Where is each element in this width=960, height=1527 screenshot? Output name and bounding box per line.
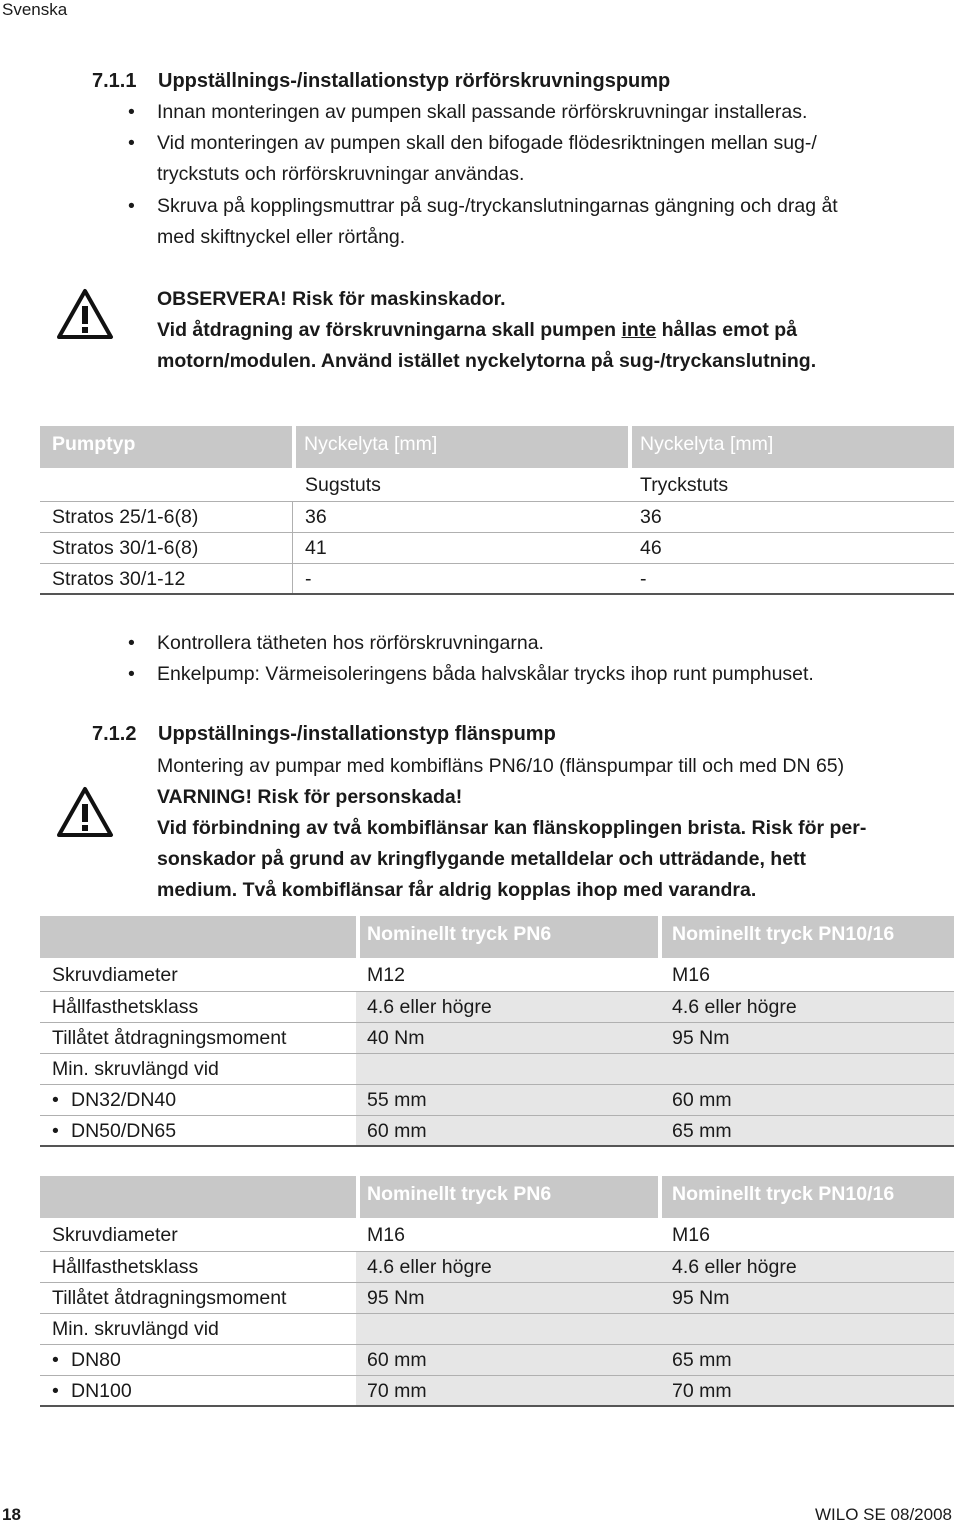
section-title-711: Uppställnings-/installationstyp rörförskruvningspump	[158, 70, 671, 92]
warning-title: VARNING! Risk för personskada!	[157, 786, 463, 808]
column-header: Nominellt tryck PN6	[367, 1183, 552, 1205]
column-header: Nyckelyta [mm]	[304, 433, 438, 455]
bullet-icon: •	[128, 632, 135, 654]
footer-brand: WILO SE 08/2008	[814, 1505, 952, 1524]
page-number: 18	[2, 1505, 21, 1524]
column-header: Nominellt tryck PN6	[367, 923, 552, 945]
bullet-icon: •	[128, 195, 135, 217]
table-subheader-row: Sugstuts Tryckstuts	[305, 474, 729, 496]
table-row: Stratos 30/1-12 - -	[40, 563, 954, 594]
column-header: Nyckelyta [mm]	[640, 433, 774, 455]
table-header	[40, 1176, 954, 1218]
warning-triangle-icon	[56, 786, 114, 838]
table-row: Min. skruvlängd vid	[40, 1313, 954, 1344]
table-row: Min. skruvlängd vid	[40, 1053, 954, 1084]
bullet-icon: •	[52, 1349, 59, 1371]
section-title-712: Uppställnings-/installationstyp flänspump	[158, 723, 556, 745]
column-header: Nominellt tryck PN10/16	[672, 1183, 895, 1205]
warning-title: OBSERVERA! Risk för maskinskador.	[157, 288, 506, 310]
table-header	[40, 916, 954, 958]
emphasis-inte: inte	[621, 319, 657, 341]
warning-text: Vid åtdragning av förskruvningarna skall pumpen inte hållas emot på	[157, 319, 798, 341]
column-header: Pumptyp	[52, 433, 136, 455]
section-number-712: 7.1.2	[92, 723, 137, 745]
table-row: Stratos 30/1-6(8) 41 46	[40, 532, 954, 563]
bullet-icon: •	[52, 1380, 59, 1402]
table-row: Skruvdiameter M12 M16	[52, 964, 710, 986]
table-row: Tillåtet åtdragningsmoment 95 Nm 95 Nm	[40, 1282, 954, 1313]
language-label: Svenska	[2, 0, 68, 19]
table-bottom-rule	[40, 1145, 954, 1147]
bullet-icon: •	[52, 1120, 59, 1142]
table-row: • DN50/DN65 60 mm 65 mm	[40, 1115, 954, 1146]
table-row: Skruvdiameter M16 M16	[52, 1224, 710, 1246]
warning-text: medium. Två kombiflänsar får aldrig kopplas ihop med varandra.	[157, 879, 757, 901]
column-header: Nominellt tryck PN10/16	[672, 923, 895, 945]
bullet-icon: •	[128, 101, 135, 123]
table-row: Hållfasthetsklass 4.6 eller högre 4.6 eller högre	[40, 991, 954, 1022]
table-row: Stratos 25/1-6(8) 36 36	[40, 501, 954, 532]
bullet-icon: •	[128, 132, 135, 154]
bullet-icon: •	[52, 1089, 59, 1111]
table-bottom-rule	[40, 593, 954, 595]
warning-text: Vid förbindning av två kombiflänsar kan flänskopplingen brista. Risk för per-	[157, 817, 867, 839]
warning-text: motorn/modulen. Använd istället nyckelytorna på sug-/tryckanslutning.	[157, 350, 817, 372]
table-bottom-rule	[40, 1405, 954, 1407]
table-row: Hållfasthetsklass 4.6 eller högre 4.6 eller högre	[40, 1251, 954, 1282]
section-number-711: 7.1.1	[92, 70, 137, 92]
warning-text: sonskador på grund av kringflygande metalldelar och utträdande, hett	[157, 848, 807, 870]
table-row: • DN80 60 mm 65 mm	[40, 1344, 954, 1375]
table-row: • DN100 70 mm 70 mm	[40, 1375, 954, 1406]
bullet-icon: •	[128, 663, 135, 685]
table-row: • DN32/DN40 55 mm 60 mm	[40, 1084, 954, 1115]
table-header	[40, 426, 954, 468]
table-row: Tillåtet åtdragningsmoment 40 Nm 95 Nm	[40, 1022, 954, 1053]
section-intro: Montering av pumpar med kombifläns PN6/10 (flänspumpar till och med DN 65)	[157, 755, 845, 777]
warning-triangle-icon	[56, 288, 114, 340]
